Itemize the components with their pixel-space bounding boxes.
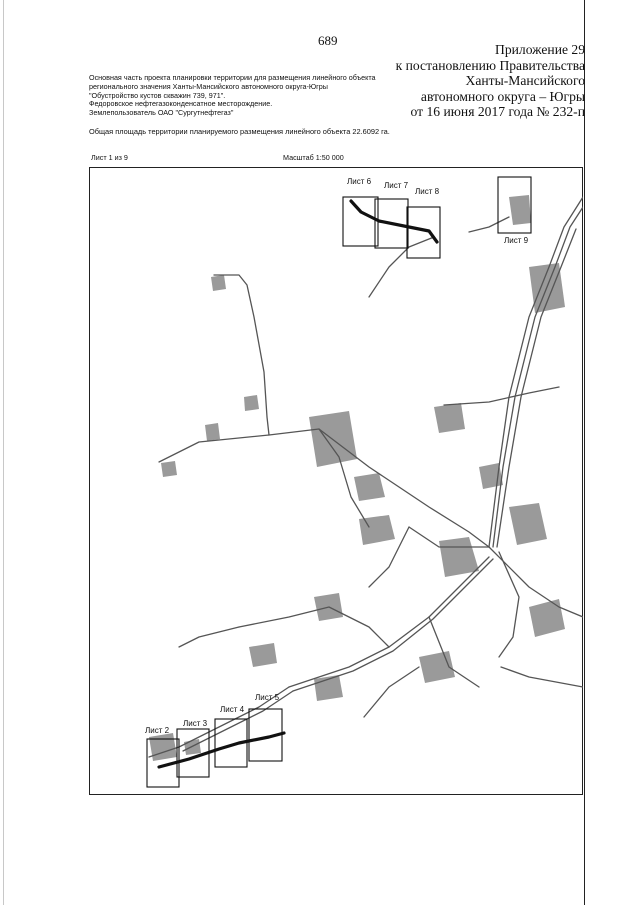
sheet-label-3: Лист 3 (183, 719, 208, 728)
sheet-label-9: Лист 9 (504, 236, 529, 245)
sheet-info: Лист 1 из 9 (91, 153, 128, 162)
binding-line (584, 0, 585, 905)
sheet-label-4: Лист 4 (220, 705, 245, 714)
sheet-label-6: Лист 6 (347, 177, 372, 186)
overview-map (89, 167, 583, 795)
annex-line-4: автономного округа – Югры (420, 88, 585, 104)
sheet-label-8: Лист 8 (415, 187, 440, 196)
annex-line-3: Ханты-Мансийского (465, 73, 585, 88)
annex-line-5: от 16 июня 2017 года № 232-п (410, 104, 585, 119)
territory-patch (161, 461, 177, 477)
description-line-5: Землепользователь ОАО "Сургутнефтегаз" (89, 108, 234, 118)
sheet-label-2: Лист 2 (145, 726, 170, 735)
description-line-1: Основная часть проекта планировки территории для размещения линейного объекта (89, 73, 376, 82)
project-description (89, 74, 376, 118)
territory-patch (149, 733, 177, 761)
territory-patch (249, 643, 277, 667)
description-line-4: Федоровское нефтегазоконденсатное месторождение. (89, 99, 273, 109)
map-frame (90, 168, 583, 795)
description-line-2: регионального значения Ханты-Мансийского автономного округа-Югры (89, 81, 328, 91)
territory-patch (244, 395, 259, 411)
description-line-3: "Обустройство кустов скважин 739, 971". (89, 90, 226, 100)
territory-patch (211, 275, 226, 291)
annex-line-1: Приложение 29 (495, 42, 585, 57)
territory-patch (205, 423, 220, 441)
total-area-text: Общая площадь территории планируемого размещения линейного объекта 22.6092 га. (89, 127, 390, 136)
map-scale: Масштаб 1:50 000 (283, 153, 344, 162)
left-edge-line (3, 0, 4, 905)
sheet-label-5: Лист 5 (255, 693, 280, 702)
sheet-label-7: Лист 7 (384, 181, 409, 190)
annex-header (396, 42, 585, 120)
annex-line-2: к постановлению Правительства (395, 57, 585, 73)
page-number: 689 (318, 33, 338, 48)
territory-patch (434, 403, 465, 433)
